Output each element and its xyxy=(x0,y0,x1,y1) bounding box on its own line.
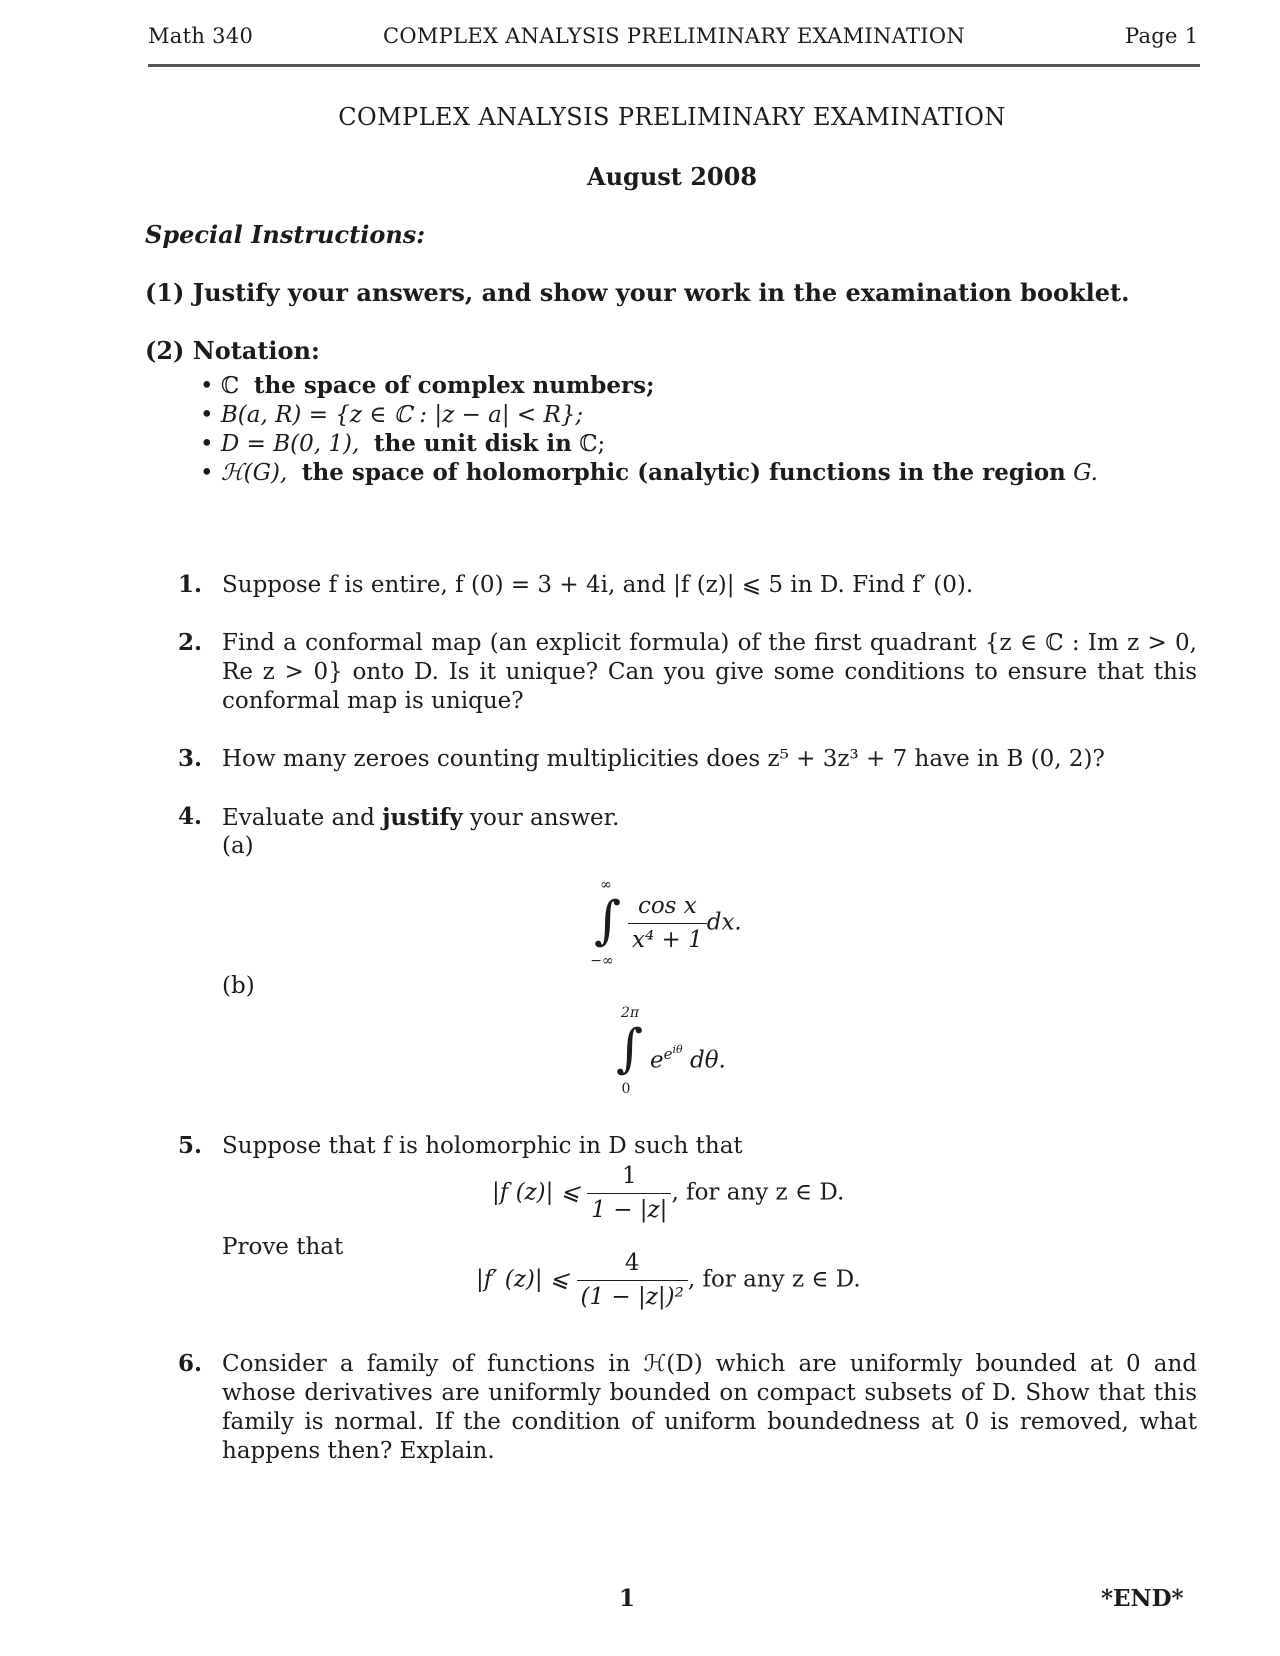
problem-4a-label: (a) xyxy=(222,833,254,859)
notation-bullet-3: • D = B(0, 1), the unit disk in ℂ; xyxy=(200,430,606,457)
problem-4b-label: (b) xyxy=(222,973,255,999)
problem-5-number: 5. xyxy=(178,1132,203,1159)
bullet-dot: • xyxy=(200,431,221,457)
instruction-item-2-heading: (2) Notation: xyxy=(145,336,320,365)
bullet-dot: • xyxy=(200,402,221,428)
exam-date: August 2008 xyxy=(586,162,758,191)
notation-bullet-4: • ℋ(G), the space of holomorphic (analytic) functions in the region G. xyxy=(200,459,1098,486)
integral-b-lower: 0 xyxy=(621,1081,631,1097)
problem-2-number: 2. xyxy=(178,629,203,656)
problem-2-text: Find a conformal map (an explicit formula) of the first quadrant {z ∈ ℂ : Im z > 0, Re z > 0} onto D. Is it unique? Can you give some conditions to ensure that this conformal map is unique? xyxy=(222,630,1197,714)
problem-5-prove: Prove that xyxy=(222,1234,344,1260)
integral-a-fraction: $\frac{\text{cos x}}{\text{x⁴ + 1}}$ dx. xyxy=(628,892,742,955)
header-course: Math 340 xyxy=(148,24,254,48)
footer-end-mark: *END* xyxy=(1101,1585,1184,1612)
bullet-dot: • xyxy=(200,373,221,399)
problem-1-number: 1. xyxy=(178,571,203,598)
instruction-item-1: (1) Justify your answers, and show your work in the examination booklet. xyxy=(145,278,1130,307)
problem-4-number: 4. xyxy=(178,803,203,830)
notation-bullet-1: • ℂ the space of complex numbers; xyxy=(200,372,655,399)
header-page-label: Page 1 xyxy=(1125,24,1199,48)
problem-1-text: Suppose f is entire, f (0) = 3 + 4i, and |f (z)| ⩽ 5 in D. Find f′ (0). xyxy=(222,572,974,598)
bullet-dot: • xyxy=(200,460,221,486)
problem-3-text: How many zeroes counting multiplicities does z⁵ + 3z³ + 7 have in B (0, 2)? xyxy=(222,746,1105,772)
exam-title: COMPLEX ANALYSIS PRELIMINARY EXAMINATION xyxy=(338,103,1006,131)
integral-a-lower: −∞ xyxy=(590,953,614,969)
problem-5-text: Suppose that f is holomorphic in D such that xyxy=(222,1133,743,1159)
problem-6-number: 6. xyxy=(178,1350,203,1377)
integral-b-integrand: $e^{e^{i\theta}}$ dθ. xyxy=(650,1043,726,1074)
notation-bullet-2: • B(a, R) = {z ∈ ℂ : |z − a| < R}; xyxy=(200,402,584,428)
integral-b-sign: ∫ xyxy=(616,1019,644,1079)
integral-a-sign: ∫ xyxy=(594,891,622,951)
integral-b-upper: 2π xyxy=(620,1005,640,1021)
problem-4-text: Evaluate and justify your answer. xyxy=(222,804,620,831)
header-rule xyxy=(148,64,1200,67)
problem-5-inequality-1: |f (z)| ⩽ $\frac{1}{1 - |z|}$ , for any z ∈ D. xyxy=(492,1163,845,1223)
problem-6-text: Consider a family of functions in ℋ(D) which are uniformly bounded at 0 and whose derivatives are uniformly bounded on compact subsets of D. Show that this family is normal. If the condition of uniform boundedness at 0 is removed, what happens then? Explain. xyxy=(222,1351,1197,1464)
instructions-heading: Special Instructions: xyxy=(145,220,426,249)
problem-5-inequality-2: |f′ (z)| ⩽ $\frac{4}{\text{(1 − |z|)²}}$ , for any z ∈ D. xyxy=(476,1250,861,1310)
problem-3-number: 3. xyxy=(178,745,203,772)
header-running-title: COMPLEX ANALYSIS PRELIMINARY EXAMINATION xyxy=(383,24,966,48)
footer-page-number: 1 xyxy=(619,1585,636,1612)
integral-a-upper: ∞ xyxy=(600,877,612,893)
